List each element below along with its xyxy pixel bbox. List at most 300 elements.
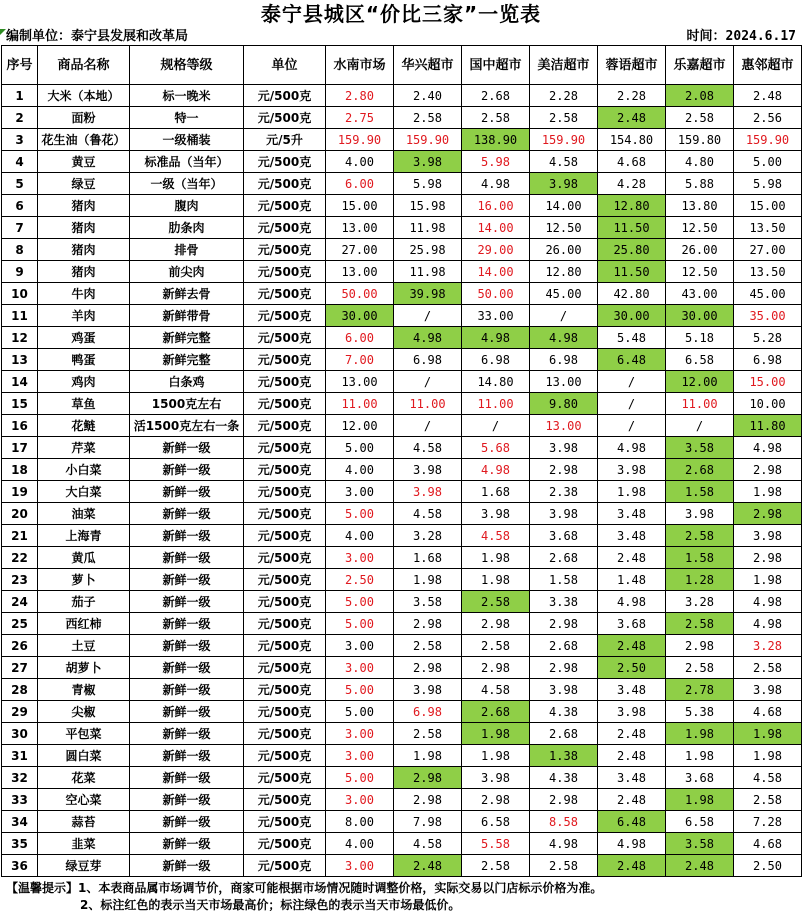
row-number: 25 bbox=[2, 613, 38, 635]
price-huilin: 2.98 bbox=[734, 459, 802, 481]
row-number: 23 bbox=[2, 569, 38, 591]
price-lejia: 2.58 bbox=[666, 525, 734, 547]
price-meijie: 2.58 bbox=[530, 855, 598, 877]
price-meijie: / bbox=[530, 305, 598, 327]
price-rongyu: 3.48 bbox=[598, 767, 666, 789]
price-rongyu: 1.98 bbox=[598, 481, 666, 503]
table-row bbox=[2, 833, 802, 855]
price-guozhong: 2.68 bbox=[462, 701, 530, 723]
price-lejia: 26.00 bbox=[666, 239, 734, 261]
table-row bbox=[2, 635, 802, 657]
product-unit: 元/500克 bbox=[244, 525, 326, 547]
price-shuinan: 12.00 bbox=[326, 415, 394, 437]
col-header-no: 序号 bbox=[2, 46, 38, 85]
price-rongyu: 4.98 bbox=[598, 833, 666, 855]
report-date: 时间：2024.6.17 bbox=[686, 29, 796, 44]
page-title: 泰宁县城区“价比三家”一览表 bbox=[260, 2, 542, 26]
price-huilin: 2.98 bbox=[734, 547, 802, 569]
price-huilin: 13.50 bbox=[734, 261, 802, 283]
price-rongyu: 25.80 bbox=[598, 239, 666, 261]
row-number: 29 bbox=[2, 701, 38, 723]
price-huilin: 2.58 bbox=[734, 789, 802, 811]
price-shuinan: 3.00 bbox=[326, 635, 394, 657]
table-row bbox=[2, 547, 802, 569]
price-huaxing: 2.58 bbox=[394, 635, 462, 657]
row-number: 14 bbox=[2, 371, 38, 393]
price-meijie: 13.00 bbox=[530, 371, 598, 393]
row-number: 30 bbox=[2, 723, 38, 745]
product-name: 花生油（鲁花） bbox=[38, 129, 130, 151]
price-shuinan: 13.00 bbox=[326, 217, 394, 239]
product-spec: 肋条肉 bbox=[130, 217, 244, 239]
table-row bbox=[2, 613, 802, 635]
product-name: 花菜 bbox=[38, 767, 130, 789]
price-huilin: 3.28 bbox=[734, 635, 802, 657]
price-meijie: 14.00 bbox=[530, 195, 598, 217]
price-guozhong: 138.90 bbox=[462, 129, 530, 151]
product-name: 花鲢 bbox=[38, 415, 130, 437]
price-shuinan: 3.00 bbox=[326, 855, 394, 877]
price-shuinan: 4.00 bbox=[326, 525, 394, 547]
price-rongyu: 2.50 bbox=[598, 657, 666, 679]
table-row bbox=[2, 217, 802, 239]
price-shuinan: 27.00 bbox=[326, 239, 394, 261]
price-meijie: 2.68 bbox=[530, 723, 598, 745]
price-guozhong: 14.80 bbox=[462, 371, 530, 393]
price-guozhong: 1.98 bbox=[462, 723, 530, 745]
table-row bbox=[2, 349, 802, 371]
product-spec: 标一晚米 bbox=[130, 85, 244, 107]
price-meijie: 2.98 bbox=[530, 657, 598, 679]
col-header-lejia: 乐嘉超市 bbox=[666, 46, 734, 85]
product-name: 尖椒 bbox=[38, 701, 130, 723]
price-huilin: 4.58 bbox=[734, 767, 802, 789]
row-number: 21 bbox=[2, 525, 38, 547]
price-lejia: 43.00 bbox=[666, 283, 734, 305]
price-lejia: 3.98 bbox=[666, 503, 734, 525]
product-name: 鸡肉 bbox=[38, 371, 130, 393]
subheader bbox=[0, 29, 802, 45]
table-row bbox=[2, 239, 802, 261]
price-huilin: 15.00 bbox=[734, 371, 802, 393]
product-unit: 元/500克 bbox=[244, 613, 326, 635]
product-name: 大白菜 bbox=[38, 481, 130, 503]
price-huilin: 2.56 bbox=[734, 107, 802, 129]
price-huaxing: 4.58 bbox=[394, 437, 462, 459]
col-header-huaxing: 华兴超市 bbox=[394, 46, 462, 85]
product-spec: 前尖肉 bbox=[130, 261, 244, 283]
price-meijie: 4.98 bbox=[530, 833, 598, 855]
price-guozhong: 2.58 bbox=[462, 591, 530, 613]
price-huilin: 4.98 bbox=[734, 437, 802, 459]
table-row bbox=[2, 107, 802, 129]
product-unit: 元/500克 bbox=[244, 701, 326, 723]
product-unit: 元/500克 bbox=[244, 239, 326, 261]
row-number: 22 bbox=[2, 547, 38, 569]
price-meijie: 9.80 bbox=[530, 393, 598, 415]
row-number: 4 bbox=[2, 151, 38, 173]
price-meijie: 1.58 bbox=[530, 569, 598, 591]
table-row bbox=[2, 569, 802, 591]
product-name: 面粉 bbox=[38, 107, 130, 129]
price-shuinan: 2.50 bbox=[326, 569, 394, 591]
product-unit: 元/500克 bbox=[244, 327, 326, 349]
product-name: 鸭蛋 bbox=[38, 349, 130, 371]
product-name: 圆白菜 bbox=[38, 745, 130, 767]
product-unit: 元/500克 bbox=[244, 789, 326, 811]
row-number: 12 bbox=[2, 327, 38, 349]
price-huilin: 7.28 bbox=[734, 811, 802, 833]
product-spec: 新鲜一级 bbox=[130, 437, 244, 459]
price-guozhong: 2.58 bbox=[462, 107, 530, 129]
notes bbox=[0, 877, 802, 914]
row-number: 32 bbox=[2, 767, 38, 789]
product-spec: 腹肉 bbox=[130, 195, 244, 217]
table-row bbox=[2, 283, 802, 305]
price-guozhong: 11.00 bbox=[462, 393, 530, 415]
product-unit: 元/500克 bbox=[244, 85, 326, 107]
product-unit: 元/500克 bbox=[244, 833, 326, 855]
price-lejia: 6.58 bbox=[666, 811, 734, 833]
price-huaxing: / bbox=[394, 371, 462, 393]
price-meijie: 3.98 bbox=[530, 679, 598, 701]
product-name: 芹菜 bbox=[38, 437, 130, 459]
price-meijie: 4.58 bbox=[530, 151, 598, 173]
product-unit: 元/500克 bbox=[244, 657, 326, 679]
row-number: 13 bbox=[2, 349, 38, 371]
price-guozhong: 29.00 bbox=[462, 239, 530, 261]
price-shuinan: 50.00 bbox=[326, 283, 394, 305]
price-guozhong: 14.00 bbox=[462, 261, 530, 283]
price-lejia: 12.50 bbox=[666, 217, 734, 239]
price-guozhong: 5.58 bbox=[462, 833, 530, 855]
price-rongyu: 3.48 bbox=[598, 679, 666, 701]
price-lejia: 159.80 bbox=[666, 129, 734, 151]
price-huilin: 27.00 bbox=[734, 239, 802, 261]
price-rongyu: 6.48 bbox=[598, 349, 666, 371]
price-shuinan: 5.00 bbox=[326, 701, 394, 723]
product-name: 绿豆芽 bbox=[38, 855, 130, 877]
price-lejia: 2.78 bbox=[666, 679, 734, 701]
table-row bbox=[2, 591, 802, 613]
row-number: 34 bbox=[2, 811, 38, 833]
price-guozhong: 6.98 bbox=[462, 349, 530, 371]
price-huaxing: 11.98 bbox=[394, 217, 462, 239]
product-name: 草鱼 bbox=[38, 393, 130, 415]
product-name: 小白菜 bbox=[38, 459, 130, 481]
price-shuinan: 8.00 bbox=[326, 811, 394, 833]
row-number: 7 bbox=[2, 217, 38, 239]
product-name: 土豆 bbox=[38, 635, 130, 657]
price-shuinan: 4.00 bbox=[326, 459, 394, 481]
price-meijie: 8.58 bbox=[530, 811, 598, 833]
product-name: 上海青 bbox=[38, 525, 130, 547]
price-huaxing: 7.98 bbox=[394, 811, 462, 833]
price-meijie: 13.00 bbox=[530, 415, 598, 437]
table-row bbox=[2, 327, 802, 349]
product-name: 平包菜 bbox=[38, 723, 130, 745]
row-number: 20 bbox=[2, 503, 38, 525]
col-header-huilin: 惠邻超市 bbox=[734, 46, 802, 85]
price-rongyu: 4.28 bbox=[598, 173, 666, 195]
product-name: 牛肉 bbox=[38, 283, 130, 305]
price-huaxing: 1.98 bbox=[394, 745, 462, 767]
price-rongyu: 42.80 bbox=[598, 283, 666, 305]
price-shuinan: 3.00 bbox=[326, 745, 394, 767]
price-huaxing: 2.48 bbox=[394, 855, 462, 877]
col-header-unit: 单位 bbox=[244, 46, 326, 85]
price-huaxing: 5.98 bbox=[394, 173, 462, 195]
price-huaxing: 6.98 bbox=[394, 701, 462, 723]
price-lejia: 2.48 bbox=[666, 855, 734, 877]
price-rows bbox=[2, 85, 802, 877]
price-lejia: 2.68 bbox=[666, 459, 734, 481]
price-lejia: 11.00 bbox=[666, 393, 734, 415]
price-huaxing: 4.58 bbox=[394, 503, 462, 525]
table-row bbox=[2, 129, 802, 151]
product-unit: 元/500克 bbox=[244, 745, 326, 767]
price-meijie: 2.58 bbox=[530, 107, 598, 129]
product-spec: 活1500克左右一条 bbox=[130, 415, 244, 437]
product-unit: 元/500克 bbox=[244, 415, 326, 437]
price-lejia: 12.00 bbox=[666, 371, 734, 393]
product-spec: 新鲜一级 bbox=[130, 855, 244, 877]
product-name: 猪肉 bbox=[38, 195, 130, 217]
product-spec: 新鲜一级 bbox=[130, 503, 244, 525]
row-number: 1 bbox=[2, 85, 38, 107]
price-rongyu: 2.48 bbox=[598, 547, 666, 569]
table-row bbox=[2, 195, 802, 217]
price-huaxing: 159.90 bbox=[394, 129, 462, 151]
product-spec: 特一 bbox=[130, 107, 244, 129]
price-huilin: 159.90 bbox=[734, 129, 802, 151]
product-unit: 元/500克 bbox=[244, 591, 326, 613]
price-guozhong: 2.68 bbox=[462, 85, 530, 107]
price-lejia: 13.80 bbox=[666, 195, 734, 217]
product-unit: 元/500克 bbox=[244, 503, 326, 525]
col-header-spec: 规格等级 bbox=[130, 46, 244, 85]
col-header-shuinan: 水南市场 bbox=[326, 46, 394, 85]
col-header-rongyu: 蓉语超市 bbox=[598, 46, 666, 85]
product-unit: 元/500克 bbox=[244, 107, 326, 129]
row-number: 9 bbox=[2, 261, 38, 283]
price-lejia: 2.08 bbox=[666, 85, 734, 107]
price-shuinan: 2.75 bbox=[326, 107, 394, 129]
price-huaxing: 3.98 bbox=[394, 481, 462, 503]
table-row bbox=[2, 459, 802, 481]
price-shuinan: 5.00 bbox=[326, 767, 394, 789]
price-meijie: 45.00 bbox=[530, 283, 598, 305]
product-unit: 元/500克 bbox=[244, 459, 326, 481]
price-guozhong: 4.98 bbox=[462, 327, 530, 349]
product-spec: 白条鸡 bbox=[130, 371, 244, 393]
price-huaxing: 25.98 bbox=[394, 239, 462, 261]
price-meijie: 12.50 bbox=[530, 217, 598, 239]
table-row bbox=[2, 415, 802, 437]
price-huaxing: 3.98 bbox=[394, 459, 462, 481]
row-number: 28 bbox=[2, 679, 38, 701]
price-meijie: 2.98 bbox=[530, 789, 598, 811]
product-unit: 元/500克 bbox=[244, 437, 326, 459]
price-guozhong: 2.98 bbox=[462, 613, 530, 635]
price-lejia: 5.18 bbox=[666, 327, 734, 349]
price-huaxing: 15.98 bbox=[394, 195, 462, 217]
product-name: 黄瓜 bbox=[38, 547, 130, 569]
product-unit: 元/500克 bbox=[244, 261, 326, 283]
price-shuinan: 6.00 bbox=[326, 173, 394, 195]
product-name: 鸡蛋 bbox=[38, 327, 130, 349]
product-spec: 新鲜一级 bbox=[130, 723, 244, 745]
table-row bbox=[2, 789, 802, 811]
price-huaxing: / bbox=[394, 415, 462, 437]
price-shuinan: 7.00 bbox=[326, 349, 394, 371]
row-number: 27 bbox=[2, 657, 38, 679]
price-huilin: 13.50 bbox=[734, 217, 802, 239]
price-lejia: 4.80 bbox=[666, 151, 734, 173]
price-lejia: 1.28 bbox=[666, 569, 734, 591]
product-spec: 新鲜一级 bbox=[130, 459, 244, 481]
price-lejia: 3.28 bbox=[666, 591, 734, 613]
product-spec: 新鲜一级 bbox=[130, 635, 244, 657]
price-shuinan: 6.00 bbox=[326, 327, 394, 349]
price-meijie: 2.68 bbox=[530, 547, 598, 569]
price-rongyu: 11.50 bbox=[598, 261, 666, 283]
row-number: 24 bbox=[2, 591, 38, 613]
price-guozhong: 50.00 bbox=[462, 283, 530, 305]
price-guozhong: 1.68 bbox=[462, 481, 530, 503]
price-lejia: 2.58 bbox=[666, 657, 734, 679]
price-rongyu: 30.00 bbox=[598, 305, 666, 327]
price-meijie: 3.98 bbox=[530, 173, 598, 195]
price-meijie: 2.28 bbox=[530, 85, 598, 107]
price-huilin: 5.98 bbox=[734, 173, 802, 195]
product-unit: 元/5升 bbox=[244, 129, 326, 151]
price-huaxing: 2.98 bbox=[394, 789, 462, 811]
price-shuinan: 5.00 bbox=[326, 613, 394, 635]
row-number: 33 bbox=[2, 789, 38, 811]
price-lejia: 1.98 bbox=[666, 789, 734, 811]
price-guozhong: 16.00 bbox=[462, 195, 530, 217]
price-guozhong: 5.98 bbox=[462, 151, 530, 173]
price-guozhong: 1.98 bbox=[462, 745, 530, 767]
price-guozhong: 4.98 bbox=[462, 173, 530, 195]
price-huilin: 1.98 bbox=[734, 723, 802, 745]
col-header-name: 商品名称 bbox=[38, 46, 130, 85]
product-spec: 标准品（当年） bbox=[130, 151, 244, 173]
price-shuinan: 30.00 bbox=[326, 305, 394, 327]
product-name: 胡萝卜 bbox=[38, 657, 130, 679]
price-rongyu: 4.68 bbox=[598, 151, 666, 173]
price-table bbox=[1, 45, 802, 877]
price-huilin: 2.58 bbox=[734, 657, 802, 679]
price-lejia: 12.50 bbox=[666, 261, 734, 283]
product-unit: 元/500克 bbox=[244, 173, 326, 195]
price-meijie: 4.38 bbox=[530, 701, 598, 723]
table-row bbox=[2, 767, 802, 789]
price-rongyu: 2.48 bbox=[598, 723, 666, 745]
price-shuinan: 159.90 bbox=[326, 129, 394, 151]
table-row bbox=[2, 679, 802, 701]
price-huilin: 2.98 bbox=[734, 503, 802, 525]
product-unit: 元/500克 bbox=[244, 569, 326, 591]
row-number: 36 bbox=[2, 855, 38, 877]
price-meijie: 1.38 bbox=[530, 745, 598, 767]
price-rongyu: 2.48 bbox=[598, 745, 666, 767]
table-row bbox=[2, 85, 802, 107]
price-shuinan: 13.00 bbox=[326, 371, 394, 393]
price-huilin: 3.98 bbox=[734, 525, 802, 547]
product-spec: 新鲜一级 bbox=[130, 701, 244, 723]
price-rongyu: / bbox=[598, 393, 666, 415]
product-unit: 元/500克 bbox=[244, 151, 326, 173]
price-huilin: 45.00 bbox=[734, 283, 802, 305]
price-rongyu: 2.28 bbox=[598, 85, 666, 107]
price-huilin: 15.00 bbox=[734, 195, 802, 217]
price-guozhong: 2.98 bbox=[462, 657, 530, 679]
price-meijie: 3.98 bbox=[530, 437, 598, 459]
price-shuinan: 5.00 bbox=[326, 503, 394, 525]
product-name: 羊肉 bbox=[38, 305, 130, 327]
product-spec: 新鲜一级 bbox=[130, 547, 244, 569]
price-huilin: 35.00 bbox=[734, 305, 802, 327]
price-huaxing: 2.58 bbox=[394, 107, 462, 129]
row-number: 19 bbox=[2, 481, 38, 503]
table-row bbox=[2, 745, 802, 767]
price-lejia: 2.58 bbox=[666, 107, 734, 129]
price-rongyu: 2.48 bbox=[598, 107, 666, 129]
note-line-1: 【温馨提示】1、本表商品属市场调节价，商家可能根据市场情况随时调整价格，实际交易以门店标示价格为准。 bbox=[6, 881, 603, 895]
product-name: 韭菜 bbox=[38, 833, 130, 855]
price-huaxing: 3.28 bbox=[394, 525, 462, 547]
row-number: 2 bbox=[2, 107, 38, 129]
price-huaxing: 1.68 bbox=[394, 547, 462, 569]
price-shuinan: 13.00 bbox=[326, 261, 394, 283]
price-huaxing: 3.58 bbox=[394, 591, 462, 613]
price-lejia: 6.58 bbox=[666, 349, 734, 371]
product-spec: 一级（当年） bbox=[130, 173, 244, 195]
price-huaxing: 2.58 bbox=[394, 723, 462, 745]
price-shuinan: 5.00 bbox=[326, 591, 394, 613]
price-meijie: 2.98 bbox=[530, 459, 598, 481]
price-meijie: 12.80 bbox=[530, 261, 598, 283]
row-number: 5 bbox=[2, 173, 38, 195]
price-lejia: 2.58 bbox=[666, 613, 734, 635]
price-rongyu: 6.48 bbox=[598, 811, 666, 833]
row-number: 17 bbox=[2, 437, 38, 459]
product-spec: 1500克左右 bbox=[130, 393, 244, 415]
price-rongyu: 3.48 bbox=[598, 525, 666, 547]
price-lejia: 1.98 bbox=[666, 723, 734, 745]
product-name: 黄豆 bbox=[38, 151, 130, 173]
price-meijie: 3.38 bbox=[530, 591, 598, 613]
product-spec: 新鲜一级 bbox=[130, 745, 244, 767]
product-unit: 元/500克 bbox=[244, 349, 326, 371]
price-meijie: 4.98 bbox=[530, 327, 598, 349]
product-unit: 元/500克 bbox=[244, 393, 326, 415]
price-shuinan: 4.00 bbox=[326, 833, 394, 855]
row-number: 16 bbox=[2, 415, 38, 437]
price-shuinan: 2.80 bbox=[326, 85, 394, 107]
price-guozhong: 6.58 bbox=[462, 811, 530, 833]
price-huilin: 1.98 bbox=[734, 481, 802, 503]
price-shuinan: 3.00 bbox=[326, 789, 394, 811]
product-name: 大米（本地） bbox=[38, 85, 130, 107]
price-meijie: 3.98 bbox=[530, 503, 598, 525]
product-spec: 新鲜一级 bbox=[130, 525, 244, 547]
product-spec: 新鲜带骨 bbox=[130, 305, 244, 327]
price-lejia: 30.00 bbox=[666, 305, 734, 327]
row-number: 8 bbox=[2, 239, 38, 261]
